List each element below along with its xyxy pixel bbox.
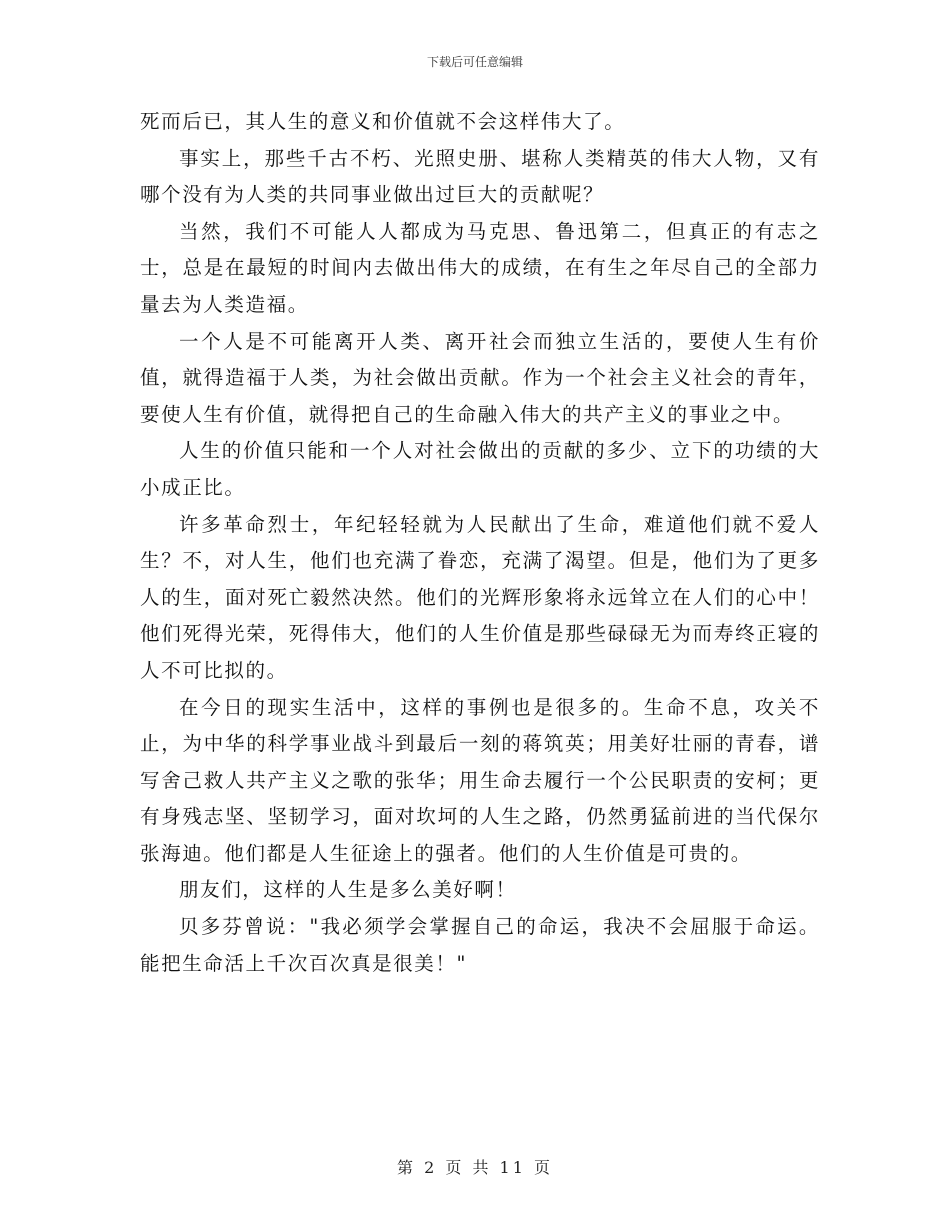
page-number: 第 2 页 共 11 页 xyxy=(397,1158,553,1177)
paragraph: 朋友们，这样的人生是多么美好啊！ xyxy=(179,878,517,902)
paragraph: 事实上，那些千古不朽、光照史册、堪称人类精英的伟大人物，又有哪个没有为人类的共同事业做出过巨大的贡献呢？ xyxy=(140,146,820,207)
paragraph: 人生的价值只能和一个人对社会做出的贡献的多少、立下的功绩的大小成正比。 xyxy=(140,439,820,499)
paragraph: 当然，我们不可能人人都成为马克思、鲁迅第二，但真正的有志之士，总是在最短的时间内去做出伟大的成绩，在有生之年尽自己的全部力量去为人类造福。 xyxy=(140,219,820,316)
document-body xyxy=(140,104,820,982)
paragraph: 贝多芬曾说："我必须学会掌握自己的命运，我决不会屈服于命运。能把生命活上千次百次真是很美！" xyxy=(140,915,820,975)
paragraph: 许多革命烈士，年纪轻轻就为人民献出了生命，难道他们就不爱人生？不，对人生，他们也充满了眷恋，充满了渴望。但是，他们为了更多人的生，面对死亡毅然决然。他们的光辉形象将永远耸立在人们的心中！他们死得光荣，死得伟大，他们的人生价值是那些碌碌无为而寿终正寝的人不可比拟的。 xyxy=(140,512,820,682)
paragraph: 在今日的现实生活中，这样的事例也是很多的。生命不息，攻关不止，为中华的科学事业战斗到最后一刻的蒋筑英；用美好壮丽的青春，谱写舍己救人共产主义之歌的张华；用生命去履行一个公民职责的安柯；更有身残志坚、坚韧学习，面对坎坷的人生之路，仍然勇猛前进的当代保尔张海迪。他们都是人生征途上的强者。他们的人生价值是可贵的。 xyxy=(140,695,820,865)
paragraph: 一个人是不可能离开人类、离开社会而独立生活的，要使人生有价值，就得造福于人类，为社会做出贡献。作为一个社会主义社会的青年，要使人生有价值，就得把自己的生命融入伟大的共产主义的事业之中。 xyxy=(140,329,820,426)
paragraph: 死而后已，其人生的意义和价值就不会这样伟大了。 xyxy=(140,110,626,133)
page-header: 下载后可任意编辑 xyxy=(426,55,523,69)
